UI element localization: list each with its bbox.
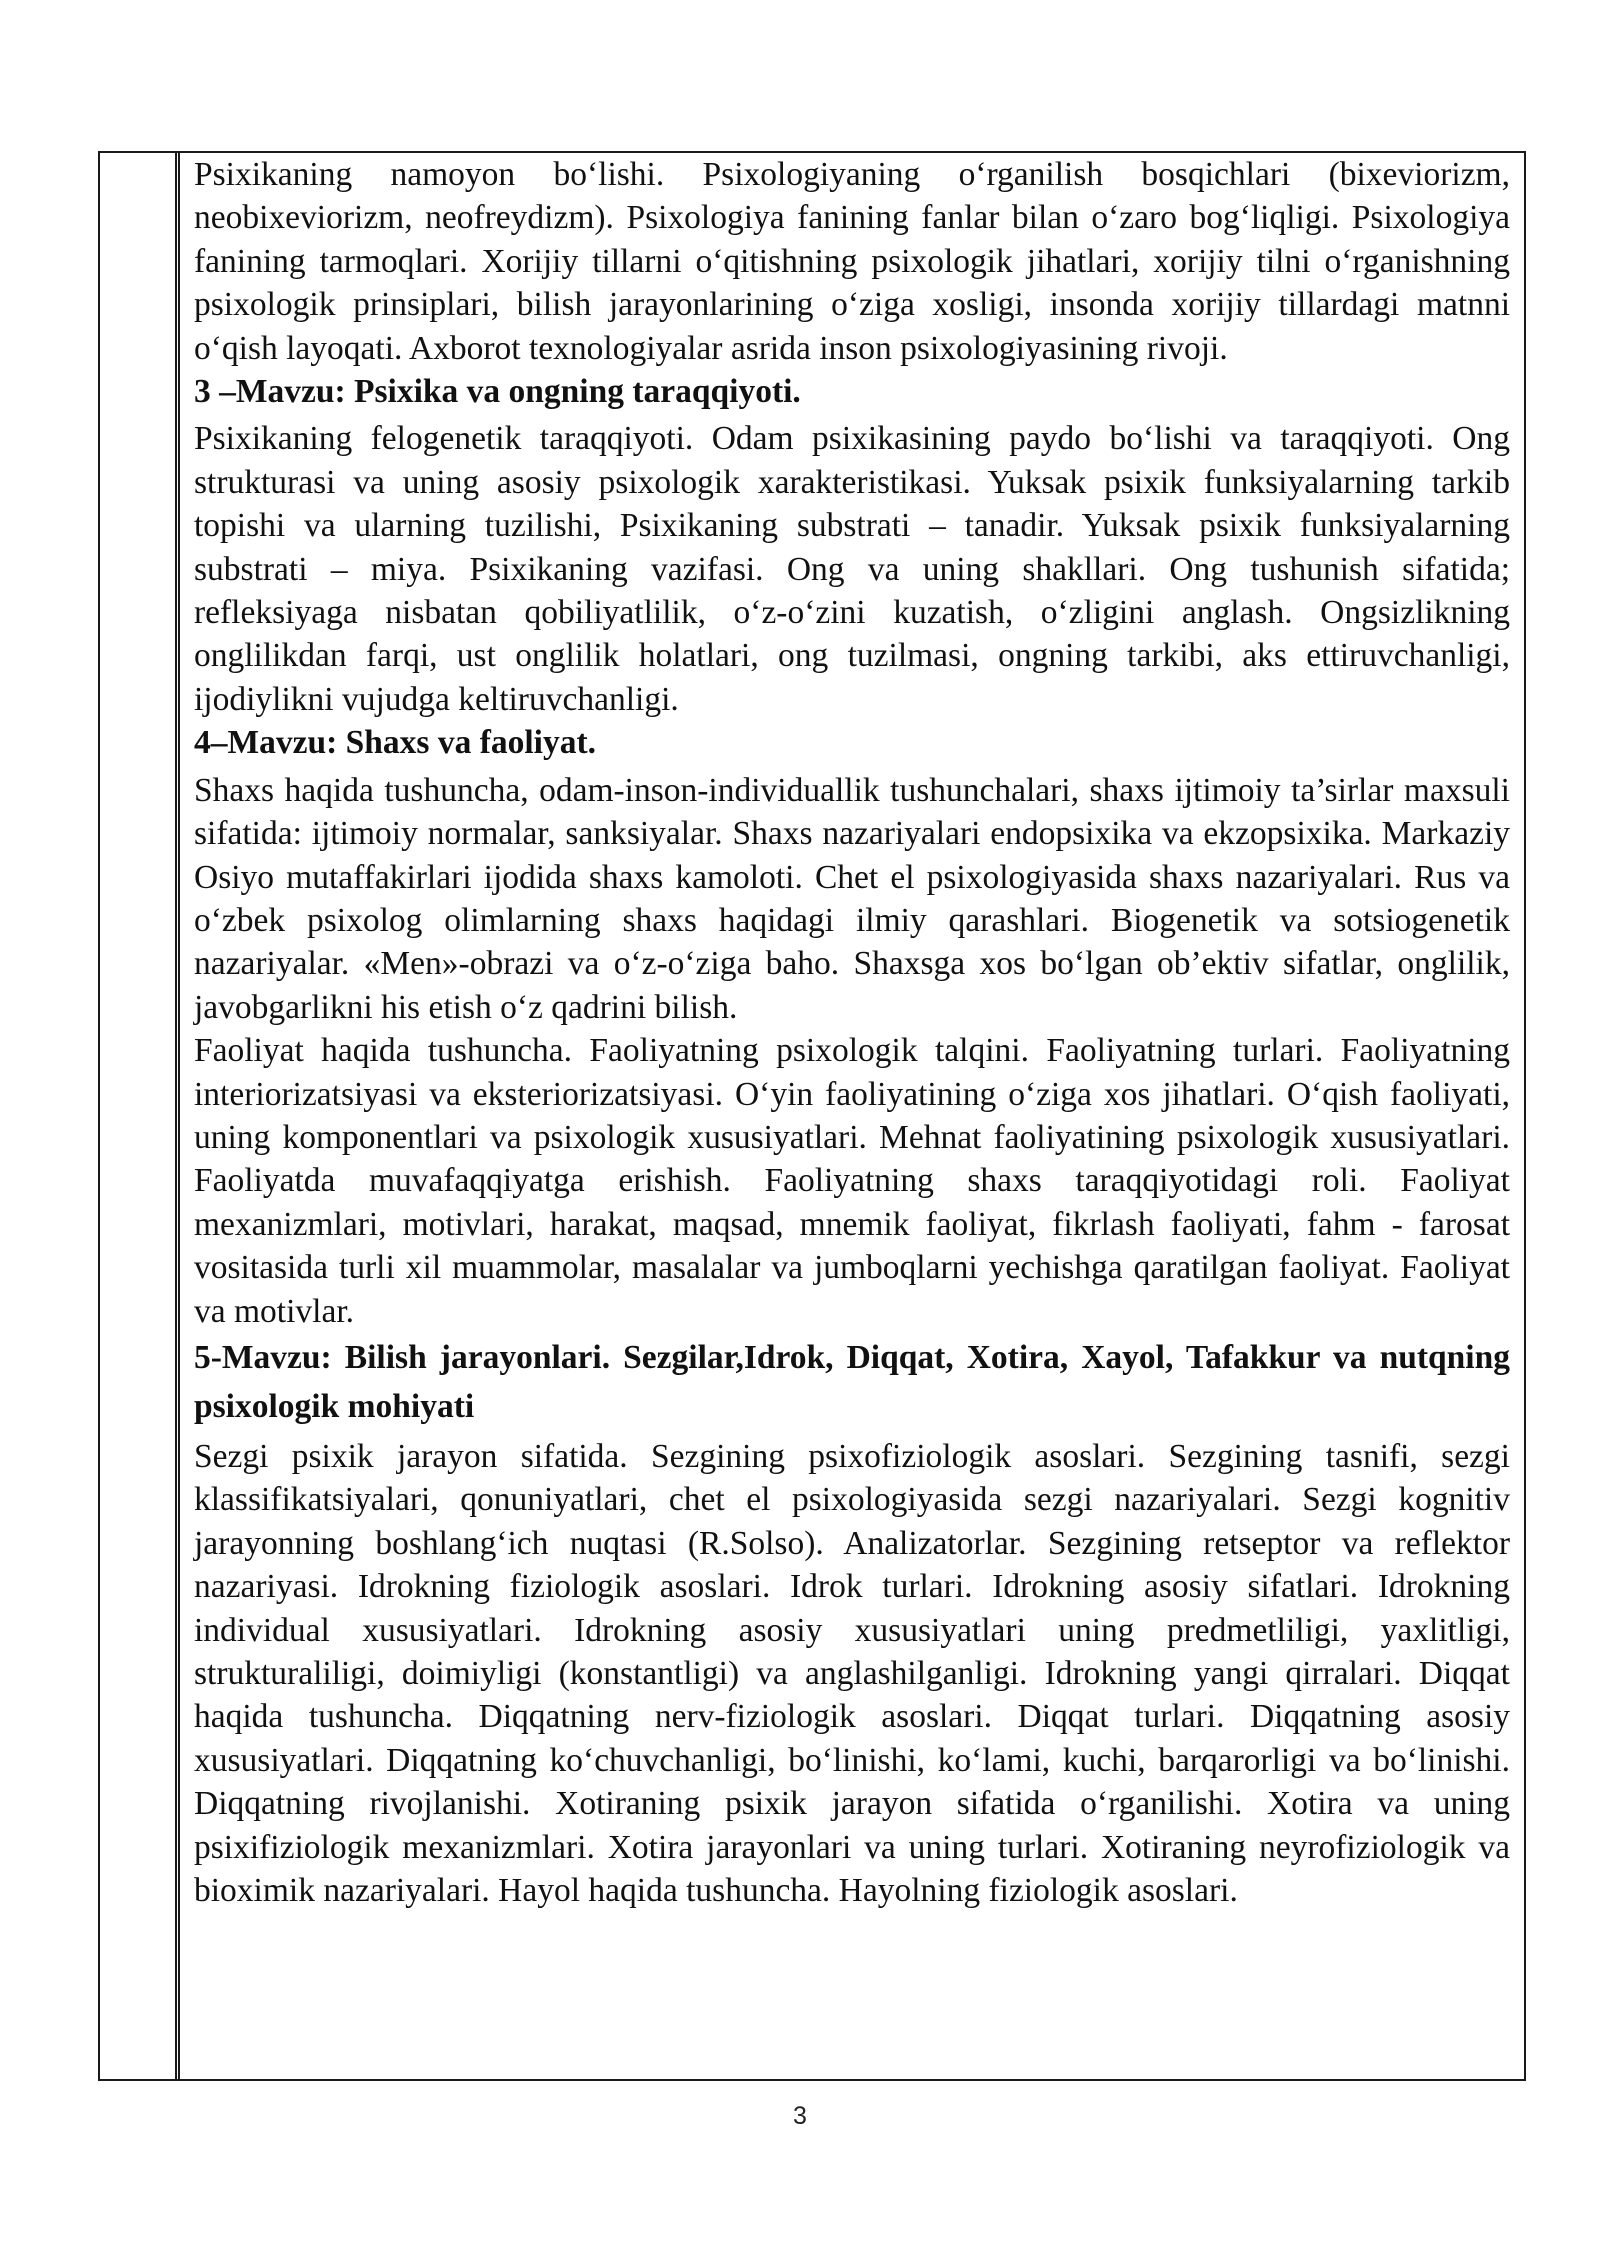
table-left-column [100,153,180,2079]
paragraph-topic-3-content: Psixikaning felogenetik taraqqiyoti. Odam psixikasining paydo bo‘lishi va taraqqiyoti. Ong strukturasi va uning asosiy psixologik xarakteristikasi. Yuksak psixik funksiyalarning tarkib topishi va ularning tuzilishi, Psixikaning substrati – tanadir. Yuksak psixik funksiyalarning substrati – miya. Psixikaning vazifasi. Ong va uning shakllari. Ong tushunish sifatida; refleksiyaga nisbatan qobiliyatlilik, o‘z-o‘zini kuzatish, o‘zligini anglash. Ongsizlikning onglilikdan farqi, ust onglilik holatlari, ong tuzilmasi, ongning tarkibi, aks ettiruvchanligi, ijodiylikni vujudga keltiruvchanligi. [194,420,1510,718]
heading-topic-5: 5-Mavzu: Bilish jarayonlari. Sezgilar,Idrok, Diqqat, Xotira, Xayol, Tafakkur va nutqning psixologik mohiyati [194,1338,1510,1425]
paragraph-topic-4-personality: Shaxs haqida tushuncha, odam-inson-individuallik tushunchalari, shaxs ijtimoiy ta’sirlar maxsuli sifatida: ijtimoiy normalar, sanksiyalar. Shaxs nazariyalari endopsixika va ekzopsixika. Markaziy Osiyo mutaffakirlari ijodida shaxs kamoloti. Chet el psixologiyasida shaxs nazariyalari. Rus va o‘zbek psixolog olimlarning shaxs haqidagi ilmiy qarashlari. Biogenetik va sotsiogenetik nazariyalar. «Men»-obrazi va o‘z-o‘ziga baho. Shaxsga xos bo‘lgan ob’ektiv sifatlar, onglilik, javobgarlikni his etish o‘z qadrini bilish. [194,771,1510,1026]
paragraph-topic-5-content: Sezgi psixik jarayon sifatida. Sezgining psixofiziologik asoslari. Sezgining tasnifi, sezgi klassifikatsiyalari, qonuniyatlari, chet el psixologiyasida sezgi nazariyalari. Sezgi kognitiv jarayonning boshlang‘ich nuqtasi (R.Solso). Analizatorlar. Sezgining retseptor va reflektor nazariyasi. Idrokning fiziologik asoslari. Idrok turlari. Idrokning asosiy sifatlari. Idrokning individual xususiyatlari. Idrokning asosiy xususiyatlari uning predmetliligi, yaxlitligi, strukturaliligi, doimiyligi (konstantligi) va anglashilganligi. Idrokning yangi qirralari. Diqqat haqida tushuncha. Diqqatning nerv-fiziologik asoslari. Diqqat turlari. Diqqatning asosiy xususiyatlari. Diqqatning ko‘chuvchanligi, bo‘linishi, ko‘lami, kuchi, barqarorligi va bo‘linishi. Diqqatning rivojlanishi. Xotiraning psixik jarayon sifatida o‘rganilishi. Xotira va uning psixifiziologik mexanizmlari. Xotira jarayonlari va uning turlari. Xotiraning neyrofiziologik va bioximik nazariyalari. Hayol haqida tushuncha. Hayolning fiziologik asoslari. [194,1437,1510,1910]
heading-topic-4: 4–Mavzu: Shaxs va faoliyat. [194,724,596,762]
heading-topic-3: 3 –Mavzu: Psixika va ongning taraqqiyoti. [194,373,801,411]
page-number: 3 [793,2102,807,2130]
paragraph-topic-2-content: Psixikaning namoyon bo‘lishi. Psixologiyaning o‘rganilish bosqichlari (bixeviorizm, neobixeviorizm, neofreydizm). Psixologiya fanining fanlar bilan o‘zaro bog‘liqligi. Psixologiya fanining tarmoqlari. Xorijiy tillarni o‘qitishning psixologik jihatlari, xorijiy tilni o‘rganishning psixologik prinsiplari, bilish jarayonlarining o‘ziga xosligi, insonda xorijiy tillardagi matnni o‘qish layoqati. Axborot texnologiyalar asrida inson psixologiyasining rivoji. [194,156,1510,367]
table-content-column [180,153,1524,2079]
table-inner-divider [175,151,177,2081]
paragraph-topic-4-activity: Faoliyat haqida tushuncha. Faoliyatning psixologik talqini. Faoliyatning turlari. Faoliyatning interiorizatsiyasi va eksteriorizatsiyasi. O‘yin faoliyatining o‘ziga xos jihatlari. O‘qish faoliyati, uning komponentlari va psixologik xususiyatlari. Mehnat faoliyatining psixologik xususiyatlari. Faoliyatda muvafaqqiyatga erishish. Faoliyatning shaxs taraqqiyotidagi roli. Faoliyat mexanizmlari, motivlari, harakat, maqsad, mnemik faoliyat, fikrlash faoliyati, fahm - farosat vositasida turli xil muammolar, masalalar va jumboqlarni yechishga qaratilgan faoliyat. Faoliyat va motivlar. [194,1032,1510,1330]
content-table [98,151,1526,2081]
